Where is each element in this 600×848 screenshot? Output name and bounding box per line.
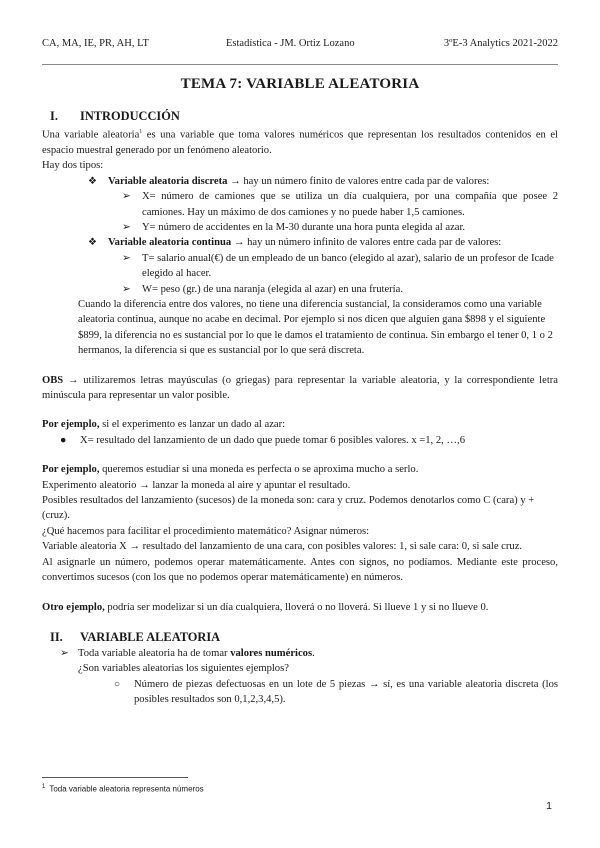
header-left: CA, MA, IE, PR, AH, LT: [42, 38, 149, 49]
page-header: [42, 37, 558, 51]
intro-paragraph: Una variable aleatoria$^1$ es una variable que toma valores numéricos que representan los resultados contenidos en el espacio muestral generado por un fenómeno aleatorio.: [42, 129, 558, 156]
bullet-continua: ❖ Variable aleatoria continua → hay un número infinito de valores entre cada par de valores:: [42, 235, 558, 250]
types-line: Hay dos tipos:: [42, 160, 104, 172]
example-moneda-line5: Variable aleatoria X → resultado del lanzamiento de una cara, con posibles valores: 1, si sale cara: 0, si sale cruz.: [42, 541, 523, 553]
discreta-example-1: ➢ X= número de camiones que se utiliza un día cualquiera, por una compañía que posee 2 camiones. Hay un máximo de dos camiones y no puede haber 1,5 camiones.: [122, 191, 558, 218]
section2-question: ¿Son variables aleatorias los siguientes ejemplos?: [78, 663, 289, 675]
continua-example-1: ➢ T= salario anual(€) de un empleado de un banco (elegido al azar), salario de un profesor de Icade elegido al hacer.: [122, 252, 554, 280]
discreta-example-2: ➢ Y= número de accidentes en la M-30 durante una hora punta elegida al azar.: [42, 220, 558, 235]
footnote: $^1$ Toda variable aleatoria representa números: [42, 784, 204, 794]
section2-bullet-1: ➢ Toda variable aleatoria ha de tomar valores numéricos.: [42, 646, 558, 661]
obs-paragraph: OBS → utilizaremos letras mayúsculas (o griegas) para representar la variable aleatoria, y la correspondiente letra minúscula para representar un valor posible.: [42, 374, 558, 402]
section-heading-variable-aleatoria: II. VARIABLE ALEATORIA: [50, 629, 221, 644]
header-right: 3ºE-3 Analytics 2021-2022: [443, 38, 558, 49]
example-dado-bullet: ● X= resultado del lanzamiento de un dado que puede tomar 6 posibles valores. x =1, 2, …,6: [42, 433, 558, 448]
footnote-ref[interactable]: 1: [139, 129, 143, 135]
continua-example-2: ➢ W= peso (gr.) de una naranja (elegida al azar) en una frutería.: [42, 282, 558, 297]
example-moneda-line2: Experimento aleatorio → lanzar la moneda al aire y apuntar el resultado.: [42, 479, 351, 491]
circle-bullet-icon: ○: [114, 678, 121, 690]
bullet-discreta: ❖ Variable aleatoria discreta → hay un número finito de valores entre cada par de valores:: [42, 174, 558, 189]
arrow-bullet-icon: ➢: [122, 191, 131, 203]
example-moneda-line4: ¿Qué hacemos para facilitar el procedimiento matemático? Asignar números:: [42, 525, 370, 537]
page-title: TEMA 7: VARIABLE ALEATORIA: [180, 76, 420, 92]
dot-bullet-icon: ●: [60, 434, 67, 446]
page-number: 1: [546, 800, 552, 812]
arrow-bullet-icon: ➢: [122, 283, 131, 295]
header-divider: [42, 64, 558, 65]
arrow-bullet-icon: ➢: [122, 221, 131, 233]
example-moneda-line6: Al asignarle un número, podemos operar matemáticamente. Antes con signos, no podíamos. Mediante este proceso, convertimos sucesos (con los que no podemos operar matemáticamente) en números.: [42, 556, 558, 584]
example-moneda: Por ejemplo, queremos estudiar si una moneda es perfecta o se aproxima mucho a serlo.: [42, 464, 419, 476]
diamond-bullet-icon: ❖: [88, 237, 97, 249]
example-moneda-line3: Posibles resultados del lanzamiento (sucesos) de la moneda son: cara y cruz. Podemos denotarlos como C (cara) y + (cruz).: [42, 495, 535, 522]
example-dado: Por ejemplo, si el experimento es lanzar un dado al azar:: [42, 419, 286, 431]
body-content: [42, 108, 558, 708]
diamond-bullet-icon: ❖: [88, 175, 97, 187]
arrow-bullet-icon: ➢: [122, 252, 131, 264]
example-lluvia: Otro ejemplo, podría ser modelizar si un día cualquiera, lloverá o no lloverá. Si llueve 1 y si no llueve 0.: [42, 601, 489, 613]
arrow-bullet-icon: ➢: [60, 647, 69, 659]
section2-sub-1: ○ Número de piezas defectuosas en un lote de 5 piezas → sí, es una variable aleatoria discreta (los posibles resultados son 0,1,2,3,4,5).: [114, 678, 558, 706]
footnote-divider: [42, 777, 188, 778]
continua-note: Cuando la diferencia entre dos valores, no tiene una diferencia sustancial, la consideramos como una variable aleatoria continua, aunque no acabe en decimal. Por ejemplo si nos dicen que alguien gana $898 y el siguiente $899, la diferencia no es sustancial por lo que le damos el tratamiento de continua. Sin embargo el tener 0, 1 o 2 hermanos, la diferencia si que es sustancial por lo que será discreta.: [78, 299, 553, 357]
header-center: Estadística - JM. Ortiz Lozano: [226, 38, 355, 49]
section-heading-introduccion: I. INTRODUCCIÓN: [50, 109, 180, 123]
